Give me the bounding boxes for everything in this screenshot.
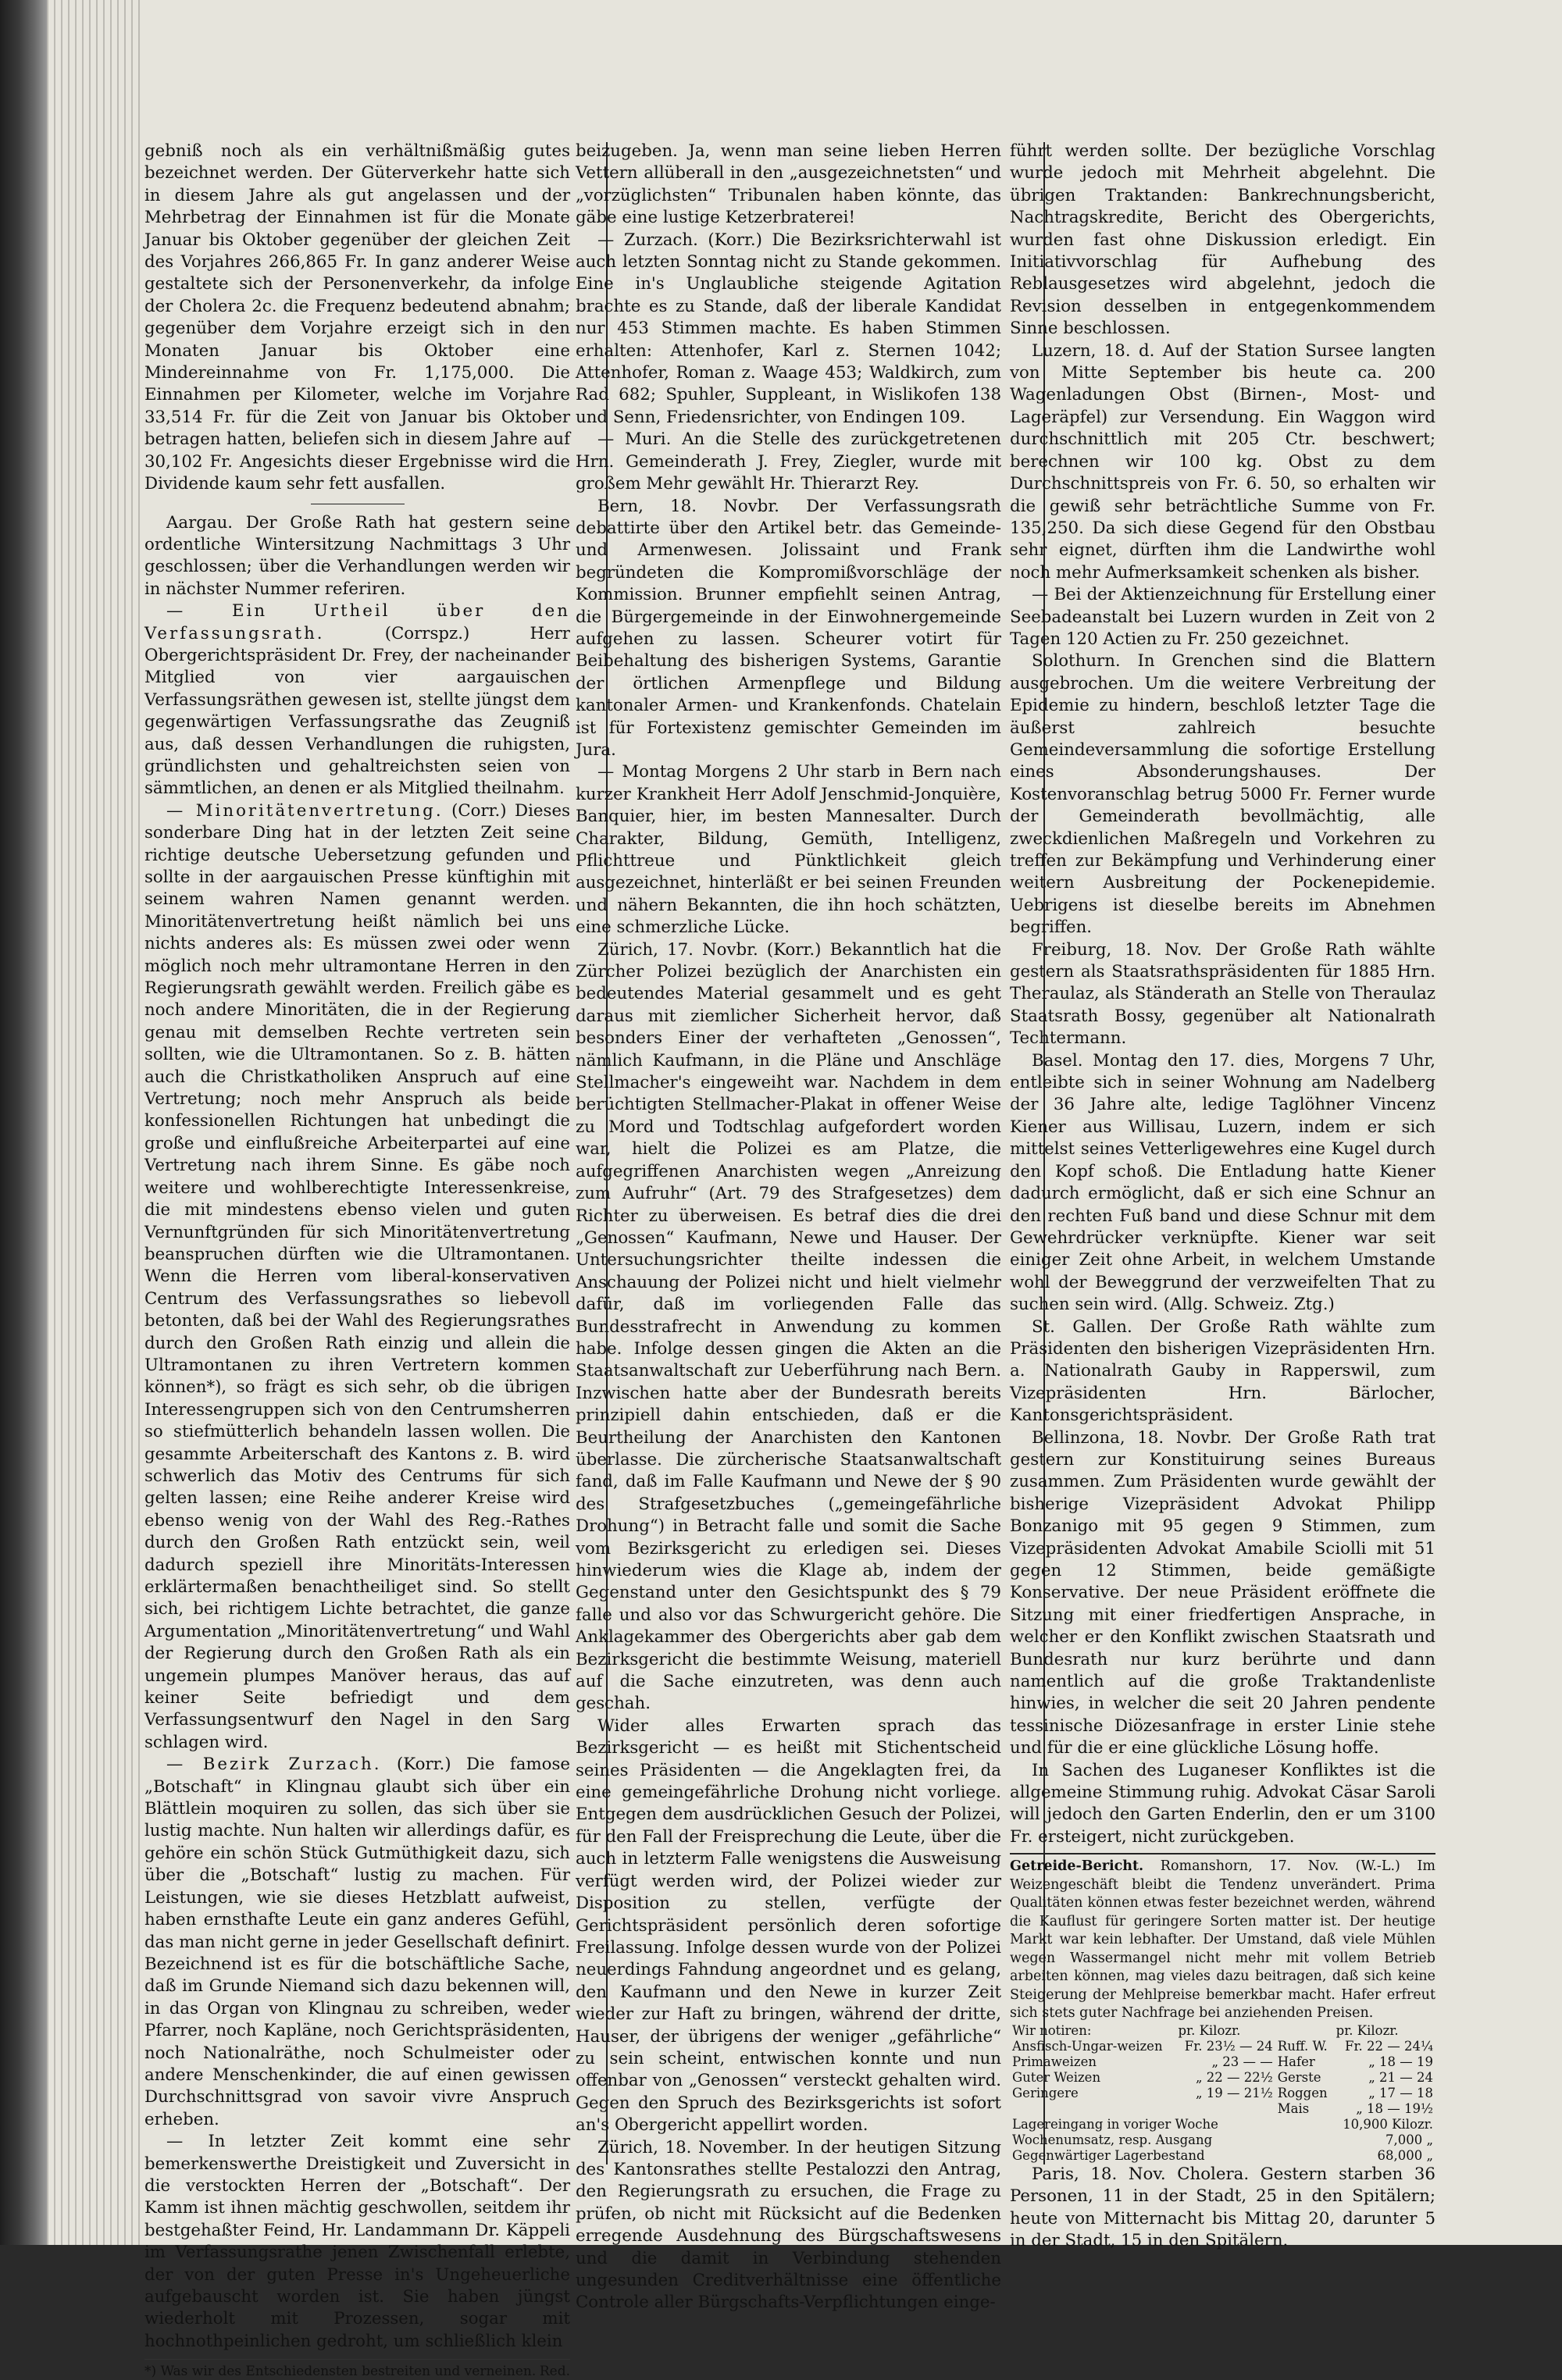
article-body: (Corrspz.) Herr Obergerichtspräsident Dr. Frey, der nacheinander Mitglied von vier aargauischen Verfassungsräthen gewesen ist, stellte jüngst dem gegenwärtigen Verfassungsrathe das Zeugniß aus, daß dessen Verhandlungen die ruhigsten, gründlichsten und gehaltreichsten seien von sämmtlichen, an denen er als Mitglied theilnahm. — [144, 623, 570, 799]
table-header-cell: Wir notiren: — [1012, 2022, 1092, 2038]
article-urtheil-verfassungsrath — [144, 600, 570, 800]
article-heading: — Bezirk Zurzach. — [166, 1755, 382, 1775]
table-row — [1010, 2054, 1435, 2070]
table-cell: Fr. 23½ — 24 — [1184, 2038, 1273, 2054]
stock-row — [1010, 2132, 1435, 2148]
article-zuerich-kantonsrath: Zürich, 18. November. In der heutigen Sitzung des Kantonsrathes stellte Pestalozzi den Antrag, den Regierungsrath zu ersuchen, die Frage zu prüfen, ob nicht mit Rücksicht auf die Bedenken erregende Ausdehnung des Bürgschaftswesens und die damit in Verbindung stehenden ungesunden Creditverhältnisse eine öffentliche Controle aller Bürgschafts-Verpflichtungen einge- — [576, 2137, 1001, 2313]
article-muri: — Muri. An die Stelle des zurückgetretenen Hrn. Gemeinderath J. Frey, Ziegler, wurde mit großem Mehr gewählt Hr. Thierarzt Rey. — [576, 429, 1001, 494]
article-luzern-seebad: — Bei der Aktienzeichnung für Erstellung einer Seebadeanstalt bei Luzern wurden in Zeit von 2 Tagen 120 Actien zu Fr. 250 gezeichnet. — [1010, 585, 1435, 649]
table-cell: „ 22 — 22½ — [1195, 2069, 1273, 2085]
footnote — [144, 2359, 570, 2380]
table-cell: „ 18 — 19 — [1368, 2054, 1433, 2069]
table-cell — [1010, 2101, 1175, 2117]
article-bezirksgericht-freispruch: Wider alles Erwarten sprach das Bezirksgericht — es heißt mit Stichentscheid seines Präsidenten — die Angeklagten frei, da eine gemeingefährliche Drohung nicht vorliege. Entgegen dem ausdrücklichen Gesuch der Polizei, für den Fall der Freisprechung die Leute, über die auch in letzterm Falle wenigstens die Ausweisung verfügt werden wird, der Polizei wieder zur Disposition zu stellen, verfügte der Gerichtspräsident persönlich deren sofortige Freilassung. Infolge dessen wurde von der Polizei neuerdings Fahndung angeordnet und es gelang, den Kaufmann und den Newe in kurzer Zeit wieder zur Haft zu bringen, während der dritte, Hauser, der übrigens der weniger „gefährliche“ zu sein scheint, entwischen konnte und nun offenbar von „Genossen“ versteckt gehalten wird. Gegen den Spruch des Bezirksgerichts ist sofort an's Obergericht appellirt worden. — [576, 1716, 1002, 2136]
table-row — [1010, 2039, 1435, 2054]
table-cell: Ruff. W. — [1277, 2038, 1328, 2054]
table-cell: Guter Weizen — [1012, 2069, 1101, 2085]
article-continuation: beizugeben. Ja, wenn man seine lieben Herren Vettern allüberall in den „ausgezeichnetsten“ und „vorzüglichsten“ Tribunalen haben könnte, das gäbe eine lustige Ketzerbraterei! — [576, 141, 1001, 228]
table-cell: Mais — [1277, 2100, 1310, 2116]
page-edge-stack — [47, 0, 141, 2245]
table-cell: Primaweizen — [1012, 2054, 1097, 2069]
table-row — [1010, 2101, 1435, 2117]
footnote-text: *) Was wir des Entschiedensten bestreiten und verneinen. — [144, 2364, 537, 2380]
article-heading: — Ein Urtheil über den Verfassungsrath. — [144, 601, 570, 643]
article-st-gallen: St. Gallen. Der Große Rath wählte zum Präsidenten den bisherigen Vizepräsidenten Hrn. a. Nationalrath Gauby in Rapperswil, zum Vizepräsidenten Hrn. Bärlocher, Kantonsgerichtspräsident. — [1010, 1316, 1435, 1426]
table-header-cell: pr. Kilozr. — [1178, 2022, 1241, 2038]
table-header-cell: pr. Kilozr. — [1336, 2022, 1399, 2038]
table-header-row — [1010, 2023, 1435, 2039]
column-1 — [144, 141, 570, 2380]
table-cell: Gerste — [1277, 2069, 1321, 2085]
grain-report-place: Romanshorn, 17. Nov. (W.-L.) — [1160, 1858, 1400, 1875]
article-lugano-konflikt: In Sachen des Luganeser Konfliktes ist die allgemeine Stimmung ruhig. Advokat Cäsar Saroli will jedoch den Garten Enderlin, den er um 3100 Fr. ersteigert, nicht zurückgeben. — [1010, 1760, 1435, 1847]
table-cell: Wochenumsatz, resp. Ausgang — [1012, 2132, 1213, 2147]
article-aargau-grosser-rath: Aargau. Der Große Rath hat gestern seine ordentliche Wintersitzung Nachmittags 3 Uhr geschlossen; über die Verhandlungen werden wir in nächster Nummer referiren. — [144, 512, 570, 599]
article-minoritaetenvertretung — [144, 800, 570, 1754]
table-cell: Roggen — [1277, 2085, 1328, 2100]
stock-row — [1010, 2148, 1435, 2164]
grain-report — [1010, 1853, 1435, 2164]
article-bellinzona: Bellinzona, 18. Novbr. Der Große Rath trat gestern zur Konstituirung seines Bureaus zusammen. Zum Präsidenten wurde gewählt der bisherige Vizepräsident Advokat Philipp Bonzanigo mit 95 gegen 9 Stimmen, zum Vizepräsidenten Advokat Amabile Sciolli mit 51 gegen 12 Stimmen, beide gemäßigte Konservative. Der neue Präsident eröffnete die Sitzung mit einer friedfertigen Ansprache, in welcher er den Konflikt zwischen Staatsrath und Bundesrath nur kurz berührte und dann namentlich auf die große Traktandenliste hinwies, in welcher die seit 20 Jahren pendente tessinische Diözesanfrage in erster Linie stehe und für die er eine glückliche Lösung hoffe. — [1010, 1427, 1435, 1758]
article-botschaft: — In letzter Zeit kommt eine sehr bemerkenswerthe Dreistigkeit und Zuversicht in die verstockten Herren der „Botschaft“. Der Kamm ist ihnen mächtig geschwollen, seitdem ihr bestgehaßter Feind, Hr. Landammann Dr. Käppeli im Verfassungsrathe jenen Zwischenfall erlebte, der von der guten Presse in's Ungeheuerliche aufgebauscht worden ist. Sie haben jüngst wiederholt mit Prozessen, sogar mit hochnothpeinlichen gedroht, um schließlich klein — [144, 2132, 570, 2351]
article-railway-revenue: gebniß noch als ein verhältnißmäßig gutes bezeichnet werden. Der Güterverkehr hatte sich in diesem Jahre als gut angelassen und der Mehrbetrag der Einnahmen ist für die Monate Januar bis Oktober gegenüber der gleichen Zeit des Vorjahres 266,865 Fr. In ganz anderer Weise gestaltete sich der Personenverkehr, da infolge der Cholera 2c. die Frequenz bedeutend abnahm; gegenüber dem Vorjahre erzeigt sich in den Monaten Januar bis Oktober eine Mindereinnahme von Fr. 1,175,000. Die Einnahmen per Kilometer, welche im Vorjahre 33,514 Fr. für die Zeit von Januar bis Oktober betragen hatten, beliefen sich in diesem Jahre auf 30,102 Fr. Angesichts dieser Ergebnisse wird die Dividende kaum sehr fett ausfallen. — [144, 141, 570, 494]
table-cell: 10,900 Kilozr. — [1343, 2116, 1433, 2132]
table-cell: Lagereingang in voriger Woche — [1012, 2116, 1218, 2132]
footnote-signature: Red. — [539, 2364, 570, 2380]
article-zuerich-anarchisten: Zürich, 17. Novbr. (Korr.) Bekanntlich hat die Zürcher Polizei bezüglich der Anarchisten ein bedeutendes Material gesammelt und es geht daraus mit ziemlicher Sicherheit hervor, daß besonders Einer der verhafteten „Genossen“, nämlich Kaufmann, in die Pläne und Anschläge Stellmacher's eingeweiht war. Nachdem in dem berüchtigten Stellmacher-Plakat in offener Weise zu Mord und Todtschlag aufgefordert worden war, hielt die Polizei es am Platze, die aufgegriffenen Anarchisten wegen „Anreizung zum Aufruhr“ (Art. 79 des Strafgesetzes) dem Richter zu überweisen. Es betraf dies die drei „Genossen“ Kaufmann, Newe und Hauser. Der Untersuchungsrichter theilte indessen die Anschauung der Polizei nicht und hielt vielmehr dafür, daß im vorliegenden Falle das Bundesstrafrecht in Anwendung zu kommen habe. Infolge dessen gingen die Akten an die Staatsanwaltschaft zur Ueberführung nach Bern. Inzwischen hatte aber der Bundesrath bereits prinzipiell dahin entschieden, daß er die Beurtheilung der Anarchisten den Kantonen überlasse. Die zürcherische Staatsanwaltschaft fand, daß im Falle Kaufmann und Newe der § 90 des Strafgesetzbuches („gemeingefährliche Drohung“) in Betracht falle und somit die Sache vom Bezirksgericht zu erledigen sei. Dieses hinwiederum wies die Klage ab, indem der Gegenstand unter den Gesichtspunkt des § 79 falle und also vor das Schwurgericht gehöre. Die Anklagekammer des Obergerichts aber gab dem Bezirksgericht die bestimmte Weisung, materiell auf die Sache einzutreten, was denn auch geschah. — [576, 939, 1001, 1714]
article-solothurn-blattern: Solothurn. In Grenchen sind die Blattern ausgebrochen. Um die weitere Verbreitung der Epidemie zu hindern, beschloß letzter Tage die äußerst zahlreich besuchte Gemeindeversammlung die sofortige Erstellung eines Absonderungshauses. Der Kostenvoranschlag betrug 5000 Fr. Ferner wurde der Gemeinderath bevollmächtig, alle zweckdienlichen Maßregeln und Vorkehren zu treffen zur Bekämpfung und Verhinderung einer weitern Ausbreitung der Pockenepidemie. Uebrigens ist dieselbe bereits im Abnehmen begriffen. — [1010, 651, 1435, 938]
table-cell: 7,000 „ — [1385, 2132, 1433, 2147]
article-body: (Corr.) Dieses sonderbare Ding hat in der letzten Zeit seine richtige deutsche Uebersetzung gefunden und sollte in der aargauischen Presse künftighin mit seinem wahren Namen genannt werden. Minoritätenvertretung heißt nämlich bei uns nichts anderes als: Es müssen zwei oder wenn möglich noch mehr ultramontane Herren in den Regierungsrath gewählt werden. Freilich gäbe es noch andere Minoritäten, die in der Regierung genau mit demselben Rechte vertreten sein sollten, wie die Ultramontanen. So z. B. hätten auch die Christkatholiken Anspruch auf eine Vertretung; noch mehr Anspruch als beide konfessionellen Richtungen hat unbedingt die große und einflußreiche Arbeiterpartei auf eine Vertretung nach ihrem Sinne. Es gäbe noch weitere und wohlberechtigte Interessenkreise, die mit mindestens ebenso vielen und guten Vernunftgründen für sich Minoritätenvertretung beanspruchen dürften wie die Ultramontanen. Wenn die Herren vom liberal-konservativen Centrum des Verfassungsrathes so liebevoll betonten, daß bei der Wahl des Regierungsrathes durch den Großen Rath einzig und allein die Ultramontanen zu ihren Vertretern kommen können*), so frägt es sich sehr, ob die übrigen Interessengruppen sich von den Centrumsherren so stiefmütterlich behandeln lassen wollen. Die gesammte Arbeiterschaft des Kantons z. B. wird schwerlich das Motiv des Centrums für sich gelten lassen; eine Reihe anderer Kreise wird ebenso wenig von der Wahl des Reg.-Rathes durch den Großen Rath entzückt sein, weil dadurch speziell ihre Minoritäts-Interessen erklärtermaßen benachtheiliget sind. So stellt sich, bei richtigem Lichte betrachtet, die ganze Argumentation „Minoritätenvertretung“ und Wahl der Regierung durch den Großen Rath als ein ungemein plumpes Manöver heraus, das auf keiner Seite befriedigt und dem Verfassungsentwurf den Nagel in den Sarg schlagen wird. — [144, 800, 570, 1752]
table-header-cell — [1275, 2023, 1334, 2039]
table-cell: „ 23 — — — [1211, 2054, 1273, 2069]
article-paris-cholera: Paris, 18. Nov. Cholera. Gestern starben 36 Personen, 11 in der Stadt, 25 in den Spitälern; heute von Mitternacht bis Mittag 20, darunter 5 in der Stadt, 15 in den Spitälern. — [1010, 2164, 1435, 2250]
table-cell: „ 17 — 18 — [1368, 2085, 1433, 2100]
column-3 — [1010, 141, 1435, 2250]
article-heading: — Minoritätenvertretung. — [166, 800, 444, 821]
article-body: (Korr.) Die famose „Botschaft“ in Klingnau glaubt sich über ein Blättlein moquiren zu sollen, das sich über sie lustig machte. Nun halten wir allerdings dafür, es gehöre ein schön Stück Gutmüthigkeit dazu, sich über die „Botschaft“ lustig zu machen. Für Leistungen, wie sie dieses Hetzblatt aufweist, haben ernsthafte Leute ein ganz anderes Gefühl, das man nicht gerne in jeder Gesellschaft definirt. Bezeichnend ist es für die botschäftliche Sache, daß im Grunde Niemand sich dazu bekennen will, in das Organ von Klingnau zu schreiben, weder Pfarrer, noch Kapläne, noch Gerichtspräsidenten, noch Nationalräthe, noch Schulmeister oder andere Menschenkinder, die auf einen gewissen Durchschnittsgrad von savoir vivre Anspruch erheben. — [144, 1755, 570, 2129]
table-cell: Ansfisch-Ungar-weizen — [1012, 2038, 1163, 2054]
table-cell: Fr. 22 — 24¼ — [1345, 2038, 1433, 2054]
table-cell: 68,000 „ — [1377, 2147, 1433, 2163]
table-cell — [1175, 2101, 1275, 2117]
table-cell: „ 21 — 24 — [1368, 2069, 1433, 2085]
book-spine — [0, 0, 47, 2245]
article-continuation: führt werden sollte. Der bezügliche Vorschlag wurde jedoch mit Mehrheit abgelehnt. Die übrigen Traktanden: Bankrechnungsbericht, Nachtragskredite, Bericht des Obergerichts, wurden fast ohne Diskussion erledigt. Ein Initiativvorschlag für Aufhebung des Reblausgesetzes wird abgelehnt, jedoch die Revision desselben in entgegenkommendem Sinne beschlossen. — [1010, 141, 1435, 339]
column-2 — [576, 141, 1002, 2313]
table-cell: Gegenwärtiger Lagerbestand — [1012, 2147, 1205, 2163]
grain-report-heading: Getreide-Bericht. — [1010, 1858, 1144, 1875]
article-bern-verfassungsrath: Bern, 18. Novbr. Der Verfassungsrath debattirte über den Artikel betr. das Gemeinde- und Armenwesen. Jolissaint und Frank begründeten die Kompromißvorschläge der Kommission. Brunner empfiehlt seinen Antrag, die Bürgergemeinde in der Einwohnergemeinde aufgehen zu lassen. Scheurer votirt für Beibehaltung des bisherigen Systems, Garantie der örtlichen Armenpflege und Bildung kantonaler Armen- und Krankenfonds. Chatelain ist für Fortexistenz gemischter Gemeinden im Jura. — [576, 496, 1001, 760]
table-cell: Hafer — [1277, 2054, 1315, 2069]
table-cell: Geringere — [1012, 2085, 1079, 2100]
article-luzern-obst: Luzern, 18. d. Auf der Station Sursee langten von Mitte September bis heute ca. 200 Wagenladungen Obst (Birnen-, Most- und Lageräpfel) zur Versendung. Ein Waggon wird durchschnittlich mit 205 Ctr. beschwert; berechnen wir 100 kg. Obst zu dem Durchschnittspreis von Fr. 6. 50, so erhalten wir die gewiß sehr beträchtliche Summe von Fr. 135,250. Da sich diese Gegend für den Obstbau sehr eignet, dürften ihm die Landwirthe wohl noch mehr Aufmerksamkeit schenken als bisher. — [1010, 340, 1435, 583]
table-cell: „ 18 — 19½ — [1356, 2100, 1433, 2116]
article-freiburg: Freiburg, 18. Nov. Der Große Rath wählte gestern als Staatsrathspräsidenten für 1885 Hrn. Theraulaz, als Ständerath an Stelle von Theraulaz Staatsrath Bossy, gegenüber alt Nationalrath Techtermann. — [1010, 939, 1435, 1049]
grain-price-table — [1010, 2023, 1435, 2164]
article-bern-obituary: — Montag Morgens 2 Uhr starb in Bern nach kurzer Krankheit Herr Adolf Jenschmid-Jonquière, Banquier, hier, im besten Mannesalter. Durch Charakter, Bildung, Gemüth, Intelligenz, Pflichttreue und Pünktlichkeit gleich ausgezeichnet, hinterläßt er bei seinen Freunden und nähern Bekannten, die ihn hoch schätzten, eine schmerzliche Lücke. — [576, 762, 1001, 938]
grain-report-text: Im Weizengeschäft bleibt die Tendenz unverändert. Prima Qualitäten können etwas fester bezeichnet werden, während die Kauflust für geringere Sorten matter ist. Der heutige Markt war kein lebhafter. Der Umstand, daß viele Mühlen wegen Wassermangel nicht mehr mit vollem Betrieb arbeiten können, mag vieles dazu beitragen, daß sich keine Steigerung der Mehlpreise bemerkbar macht. Hafer erfreut sich stets guter Nachfrage bei anziehenden Preisen. — [1010, 1858, 1435, 2022]
article-bezirk-zurzach — [144, 1754, 570, 2131]
table-row — [1010, 2070, 1435, 2086]
stock-row — [1010, 2117, 1435, 2132]
table-cell: „ 19 — 21½ — [1195, 2085, 1273, 2100]
article-zurzach-bezirksrichter: — Zurzach. (Korr.) Die Bezirksrichterwahl ist auch letzten Sonntag nicht zu Stande gekommen. Eine in's Unglaubliche steigende Agitation brachte es zu Stande, daß der liberale Kandidat nur 453 Stimmen machte. Es haben Stimmen erhalten: Attenhofer, Karl z. Sternen 1042; Attenhofer, Roman z. Waage 453; Waldkirch, zum Rad 682; Spuhler, Suppleant, in Wislikofen 138 und Senn, Friedensrichter, von Endingen 109. — [576, 230, 1001, 427]
article-basel: Basel. Montag den 17. dies, Morgens 7 Uhr, entleibte sich in seiner Wohnung am Nadelberg der 36 Jahre alte, ledige Taglöhner Vincenz Kiener aus Willisau, Luzern, indem er sich mittelst seines Vetterligewehres eine Kugel durch den Kopf schoß. Die Entladung hatte Kiener dadurch ermöglicht, daß er sich eine Schnur an den rechten Fuß band und diese Schnur mit dem Gewehrdrücker verknüpfte. Kiener war seit einiger Zeit ohne Arbeit, in welchem Umstande wohl der Beweggrund der verzweifelten That zu suchen sein wird. (Allg. Schweiz. Ztg.) — [1010, 1050, 1435, 1315]
table-row — [1010, 2086, 1435, 2101]
